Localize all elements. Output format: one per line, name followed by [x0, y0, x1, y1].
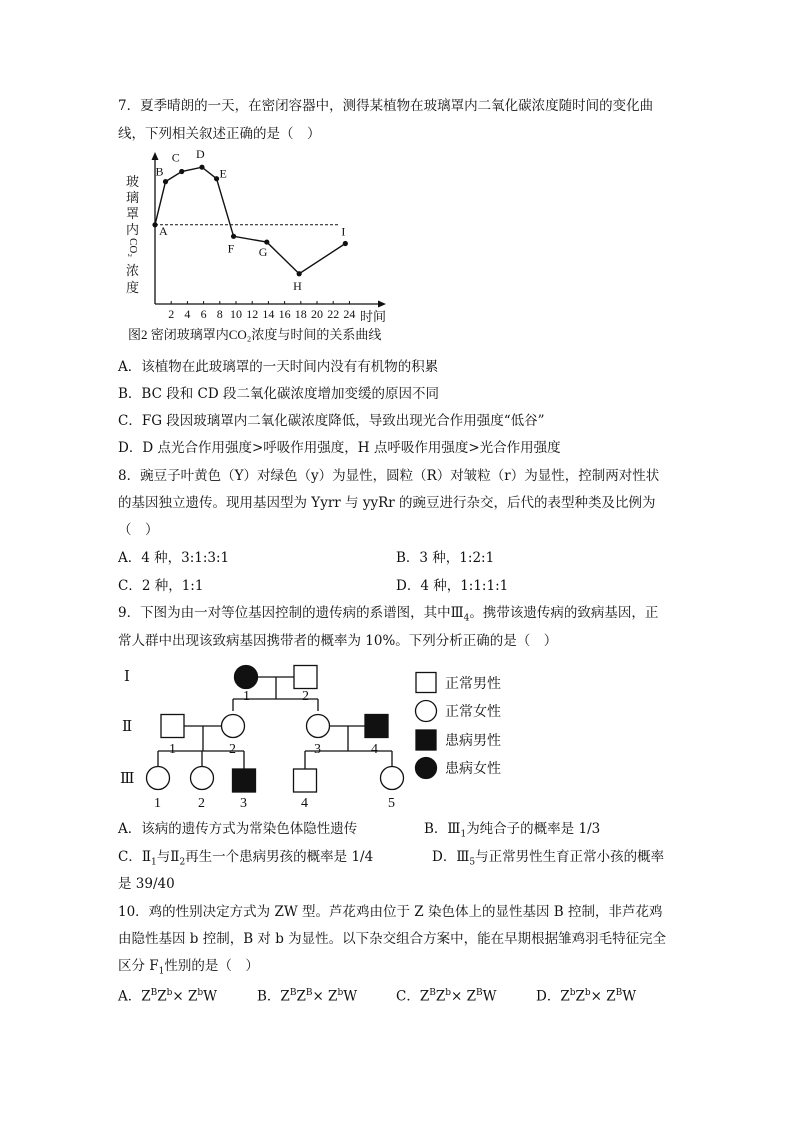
gen3-normal-male-4	[294, 769, 317, 792]
x-tick-label-22: 22	[327, 307, 340, 321]
legend-normal-male-icon	[416, 673, 436, 693]
gen3-normal-female-1	[147, 767, 170, 790]
point-H	[297, 271, 302, 276]
q8-stem-line2: 的基因独立遗传。现用基因型为 Yyrr 与 yyRr 的豌豆进行杂交，后代的表型种类及比例为	[118, 495, 656, 511]
point-label-A: A	[159, 223, 168, 238]
point-label-F: F	[227, 241, 235, 256]
gen2-num-4: 4	[371, 742, 378, 757]
chart-xlabel: 时间	[360, 309, 387, 324]
q7-option-d[interactable]: D．D 点光合作用强度>呼吸作用强度，H 点呼吸作用强度>光合作用强度	[118, 440, 561, 456]
q7-stem-line1: 7．夏季晴朗的一天，在密闭容器中，测得某植物在玻璃罩内二氧化碳浓度随时间的变化曲	[118, 98, 654, 114]
x-tick-label-24: 24	[343, 307, 356, 321]
gen3-num-2: 2	[198, 796, 205, 811]
gen1-affected-female	[235, 666, 258, 689]
chart-ylabel	[126, 174, 139, 295]
ylabel-char-1: 璃	[126, 190, 140, 205]
gen3-num-3: 3	[240, 796, 247, 811]
ylabel-char-5: 浓	[126, 263, 140, 278]
x-tick-label-4: 4	[184, 307, 191, 321]
q7-option-b[interactable]: B．BC 段和 CD 段二氧化碳浓度增加变缓的原因不同	[118, 386, 439, 402]
q7-option-a[interactable]: A．该植物在此玻璃罩的一天时间内没有有机物的积累	[118, 359, 439, 375]
point-A	[152, 222, 157, 227]
point-C	[179, 169, 184, 174]
x-tick-label-12: 12	[246, 307, 259, 321]
q10-stem-line3: 区分 $F_1$性别的是（ ）	[118, 958, 259, 977]
q8-stem-line3: （ ）	[118, 522, 159, 538]
y-axis-arrow	[152, 152, 159, 160]
point-label-C: C	[171, 150, 180, 165]
gen2-normal-female-2	[222, 715, 245, 738]
x-tick-label-6: 6	[200, 307, 207, 321]
x-tick-label-8: 8	[216, 307, 223, 321]
point-label-I: I	[341, 224, 346, 239]
q9-option-a[interactable]: A．该病的遗传方式为常染色体隐性遗传	[118, 821, 358, 837]
x-tick-label-10: 10	[230, 307, 242, 321]
x-tick-label-14: 14	[262, 307, 275, 321]
x-tick-label-2: 2	[168, 307, 175, 321]
gen3-num-4: 4	[301, 796, 308, 811]
point-label-E: E	[219, 166, 227, 181]
ylabel-char-4: CO₂	[127, 238, 139, 258]
point-D	[199, 165, 204, 170]
q7-option-c[interactable]: C．FG 段因玻璃罩内二氧化碳浓度降低，导致出现光合作用强度“低谷”	[118, 413, 545, 429]
point-F	[231, 234, 236, 239]
gen2-num-3: 3	[314, 742, 321, 757]
gen3-num-1: 1	[154, 796, 161, 811]
ylabel-char-6: 度	[126, 280, 140, 295]
pedigree-chart	[118, 655, 538, 813]
ylabel-char-2: 罩	[126, 206, 140, 221]
gen-label-2: Ⅱ	[122, 719, 133, 735]
point-label-D: D	[195, 150, 205, 162]
q7-stem-line2: 线，下列相关叙述正确的是（ ）	[118, 126, 321, 142]
q9-stem-line1: 9．下图为由一对等位基因控制的遗传病的系谱图，其中$Ⅲ_4$。携带该遗传病的致病基因，正	[118, 605, 659, 624]
q9-option-d[interactable]: D．$Ⅲ_5$与正常男性生育正常小孩的概率	[432, 849, 665, 868]
legend-normal-female-icon	[416, 701, 437, 722]
gen3-num-5: 5	[388, 796, 395, 811]
point-E	[214, 176, 219, 181]
q10-option-a[interactable]: A．$Z^BZ^b\times Z^bW$	[118, 988, 218, 1005]
q10-option-b[interactable]: B．$Z^BZ^B\times Z^bW$	[257, 988, 358, 1005]
gen-label-1: Ⅰ	[124, 669, 130, 685]
gen3-normal-female-5	[381, 767, 404, 790]
legend-normal-male: 正常男性	[445, 677, 501, 692]
gen1-normal-male	[294, 666, 317, 689]
point-I	[343, 241, 348, 246]
x-tick-label-16: 16	[278, 307, 291, 321]
q9-option-d-cont: 是 39/40	[118, 876, 175, 892]
co2-curve	[155, 164, 345, 274]
ylabel-char-3: 内	[126, 222, 140, 237]
gen-label-3: Ⅲ	[120, 771, 135, 787]
x-tick-label-18: 18	[294, 307, 307, 321]
ylabel-char-0: 玻	[126, 174, 140, 189]
legend-affected-male: 患病男性	[445, 734, 501, 749]
q10-stem-line2: 由隐性基因 b 控制，B 对 b 为显性。以下杂交组合方案中，能在早期根据雏鸡羽毛特征完全	[118, 931, 667, 947]
point-B	[163, 179, 168, 184]
x-tick-label-20: 20	[311, 307, 323, 321]
q10-option-d[interactable]: D．$Z^bZ^b\times Z^BW$	[536, 988, 637, 1005]
gen1-num-1: 1	[243, 689, 250, 704]
gen2-num-1: 1	[169, 742, 176, 757]
q10-option-c[interactable]: C．$Z^BZ^b\times Z^BW$	[396, 988, 497, 1005]
curve-points	[152, 150, 348, 293]
gen3-normal-female-2	[191, 767, 214, 790]
legend-affected-female: 患病女性	[445, 762, 501, 777]
co2-time-chart	[118, 150, 408, 350]
q8-option-b[interactable]: B．3 种，1:2:1	[396, 550, 495, 566]
q9-stem-line2: 常人群中出现该致病基因携带者的概率为 10%。下列分析正确的是（ ）	[118, 633, 558, 649]
legend-affected-male-icon	[416, 730, 436, 750]
point-label-G: G	[258, 245, 268, 260]
x-axis-arrow	[378, 301, 386, 308]
q8-option-d[interactable]: D．4 种，1:1:1:1	[396, 578, 509, 594]
legend-normal-female: 正常女性	[445, 705, 501, 720]
q8-stem-line1: 8．豌豆子叶黄色（Y）对绿色（y）为显性，圆粒（R）对皱粒（r）为显性，控制两对性状	[118, 468, 660, 484]
gen2-normal-female-3	[307, 715, 330, 738]
gen2-affected-male-4	[365, 715, 388, 738]
q9-option-b[interactable]: B．$Ⅲ_1$为纯合子的概率是 1/3	[424, 821, 601, 840]
q8-option-a[interactable]: A．4 种，3:1:3:1	[118, 550, 230, 566]
chart-caption: 图2 密闭玻璃罩内CO₂浓度与时间的关系曲线	[128, 327, 382, 342]
point-label-B: B	[155, 164, 164, 179]
point-G	[264, 239, 269, 244]
q9-option-c[interactable]: C．$Ⅱ_1$与$Ⅱ_2$再生一个患病男孩的概率是 1/4	[118, 849, 374, 868]
q10-stem-line1: 10．鸡的性别决定方式为 ZW 型。芦花鸡由位于 Z 染色体上的显性基因 B 控制，非芦花鸡	[118, 904, 663, 920]
gen3-affected-male-3	[233, 769, 256, 792]
gen2-num-2: 2	[229, 742, 236, 757]
point-label-H: H	[293, 278, 302, 293]
gen1-num-2: 2	[302, 689, 309, 704]
legend-affected-female-icon	[416, 758, 437, 779]
q8-option-c[interactable]: C．2 种，1:1	[118, 578, 204, 594]
gen2-normal-male-1	[161, 715, 184, 738]
